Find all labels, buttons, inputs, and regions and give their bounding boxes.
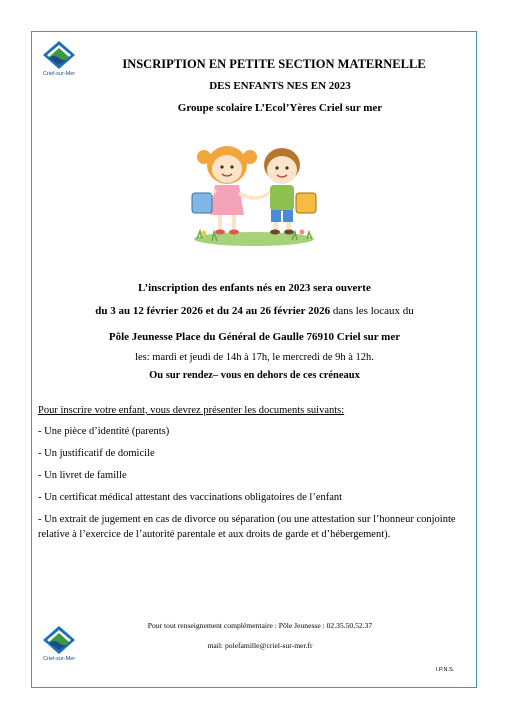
documents-intro: Pour inscrire votre enfant, vous devrez présenter les documents suivants: xyxy=(38,405,345,416)
appointment-note: Ou sur rendez– vous en dehors de ces créneaux xyxy=(149,370,360,381)
registration-dates-rest: dans les locaux du xyxy=(330,305,414,317)
opening-hours: les: mardi et jeudi de 14h à 17h, le mercredi de 9h à 12h. xyxy=(135,352,374,363)
logo-caption: Criel-sur-Mer xyxy=(42,656,76,662)
children-illustration xyxy=(182,135,327,250)
page-subtitle: DES ENFANTS NES EN 2023 xyxy=(209,80,351,92)
ipns-mark: I.P.N.S. xyxy=(436,667,455,673)
document-item: - Une pièce d’identité (parents) xyxy=(38,426,170,437)
criel-sur-mer-logo-bottom xyxy=(42,625,76,662)
page-title: INSCRIPTION EN PETITE SECTION MATERNELLE xyxy=(122,57,426,71)
document-item: - Un justificatif de domicile xyxy=(38,448,155,459)
registration-dates xyxy=(0,305,509,317)
registration-opening: L’inscription des enfants nés en 2023 sera ouverte xyxy=(138,282,371,294)
contact-phone: Pour tout renseignement complémentaire : Pôle Jeunesse : 02.35.50.52.37 xyxy=(147,621,373,630)
document-item: - Un certificat médical attestant des vaccinations obligatoires de l’enfant xyxy=(38,492,343,503)
school-name: Groupe scolaire L’Ecol’Yères Criel sur mer xyxy=(177,102,383,114)
contact-mail[interactable]: mail: polefamille@criel-sur-mer.fr xyxy=(207,641,313,650)
document-item: - Un extrait de jugement en cas de divorce ou séparation (ou une attestation sur l’honneur conjointe relative à l’exercice de l’autorité parentale et aux droits de garde et d’hébergement). xyxy=(38,514,456,540)
logo-mark-icon xyxy=(42,625,76,655)
registration-address: Pôle Jeunesse Place du Général de Gaulle 76910 Criel sur mer xyxy=(108,331,401,343)
logo-caption: Criel-sur-Mer xyxy=(42,71,76,77)
registration-dates-bold: du 3 au 12 février 2026 et du 24 au 26 février 2026 xyxy=(95,305,331,317)
document-item: - Un livret de famille xyxy=(38,470,127,481)
documents-section xyxy=(38,403,463,549)
